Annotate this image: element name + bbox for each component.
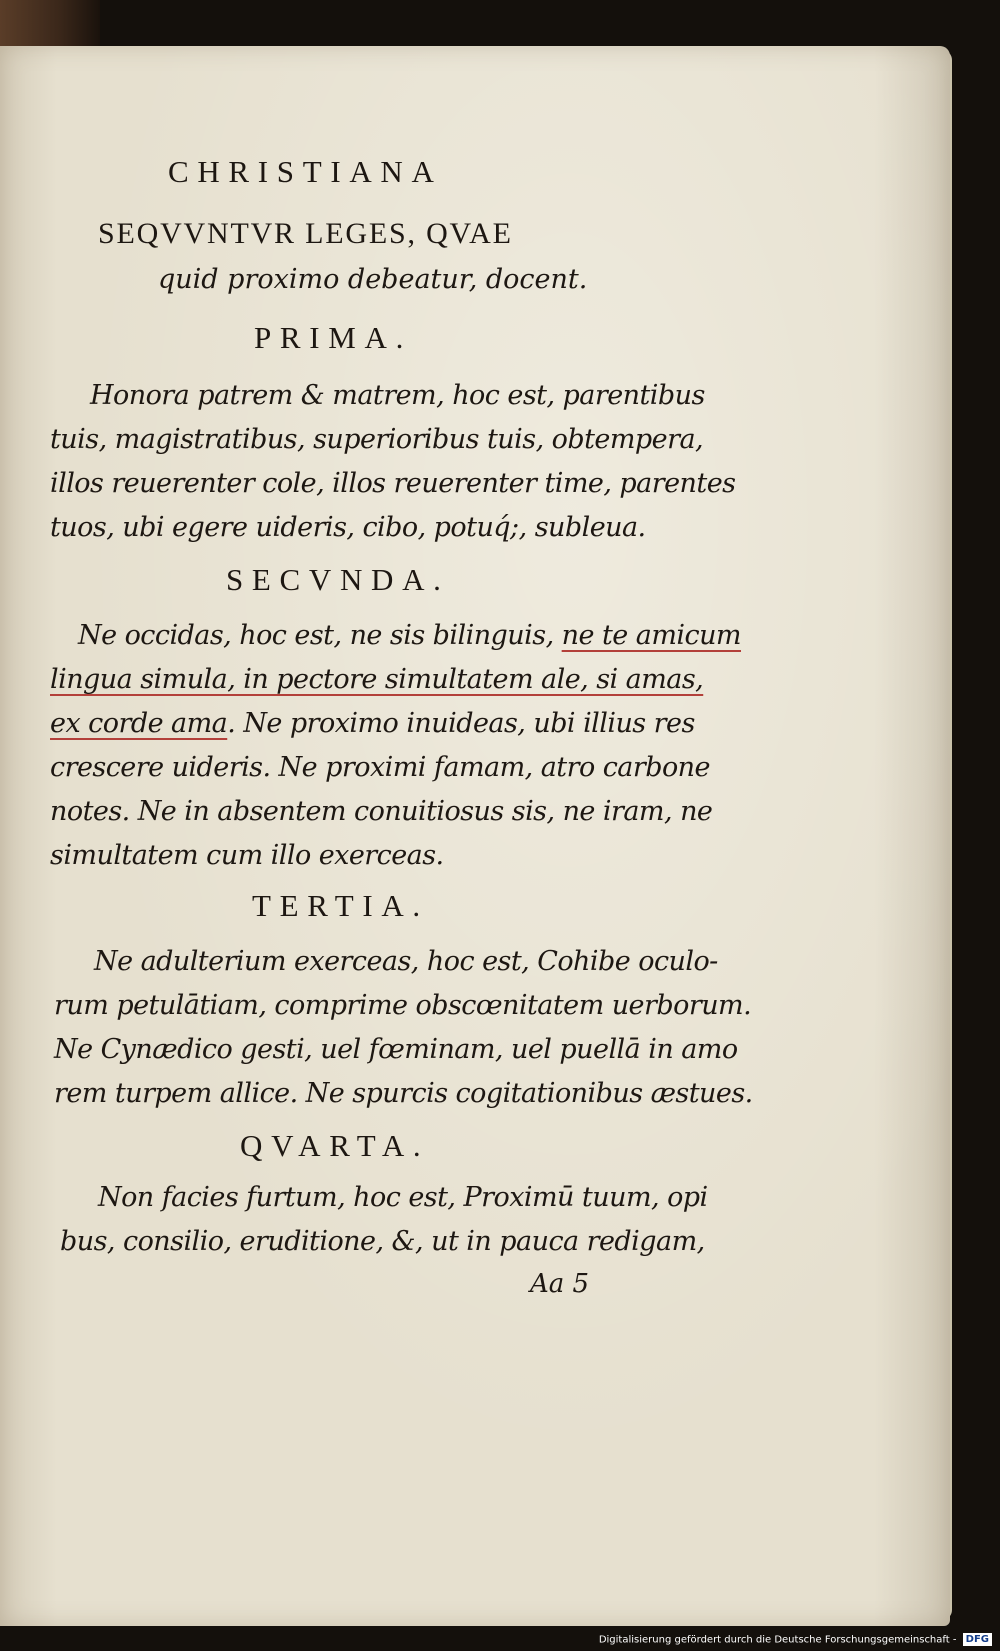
- text-line: tuis, magistratibus, superioribus tuis, obtempera,: [50, 424, 704, 455]
- text-line: Honora patrem & matrem, hoc est, parentibus: [90, 380, 705, 411]
- section-heading-secunda: SECVNDA.: [226, 562, 450, 597]
- text-line: crescere uideris. Ne proximi famam, atro carbone: [50, 752, 710, 783]
- text-line: tuos, ubi egere uideris, cibo, potuq́;, subleua.: [50, 512, 646, 543]
- text-line: Ne adulterium exerceas, hoc est, Cohibe oculo-: [94, 946, 718, 977]
- underlined-text: ne te amicum: [561, 620, 741, 651]
- section-heading-prima: PRIMA.: [254, 320, 413, 355]
- signature-mark: Aa 5: [530, 1269, 590, 1299]
- dfg-logo: DFG: [963, 1633, 992, 1646]
- text-line: [78, 616, 741, 656]
- book-cover-edge: [0, 0, 100, 52]
- book-page: [0, 46, 950, 1626]
- section-heading-quarta: QVARTA.: [240, 1128, 430, 1163]
- footer-credit-text: Digitalisierung gefördert durch die Deutsche Forschungsgemeinschaft -: [598, 1634, 957, 1645]
- text-line: Non facies furtum, hoc est, Proximū tuum, opi: [98, 1182, 708, 1213]
- text-span: . Ne proximo inuideas, ubi illius res: [227, 708, 695, 739]
- page-title-line-1: SEQVVNTVR LEGES, QVAE: [98, 217, 513, 250]
- footer-credit: [599, 1633, 992, 1648]
- text-line: notes. Ne in absentem conuitiosus sis, ne iram, ne: [50, 796, 713, 827]
- underlined-text: ex corde ama: [50, 708, 228, 739]
- text-line: Ne Cynædico gesti, uel fœminam, uel puellā in amo: [54, 1034, 738, 1065]
- section-heading-tertia: TERTIA.: [252, 888, 429, 923]
- text-line: rum petulātiam, comprime obscœnitatem uerborum.: [54, 990, 752, 1021]
- running-head: CHRISTIANA: [168, 154, 443, 189]
- text-line: rem turpem allice. Ne spurcis cogitationibus æstues.: [54, 1078, 753, 1109]
- text-line: illos reuerenter cole, illos reuerenter time, parentes: [50, 468, 736, 499]
- text-line: bus, consilio, eruditione, &, ut in pauca redigam,: [60, 1226, 705, 1257]
- text-line: [50, 704, 695, 744]
- text-span: Ne occidas, hoc est, ne sis bilinguis,: [78, 620, 562, 651]
- text-line: simultatem cum illo exerceas.: [50, 840, 444, 871]
- underlined-text: lingua simula, in pectore simultatem ale, si amas,: [50, 664, 704, 695]
- page-title-line-2: quid proximo debeatur, docent.: [158, 264, 588, 295]
- text-line: [50, 660, 703, 700]
